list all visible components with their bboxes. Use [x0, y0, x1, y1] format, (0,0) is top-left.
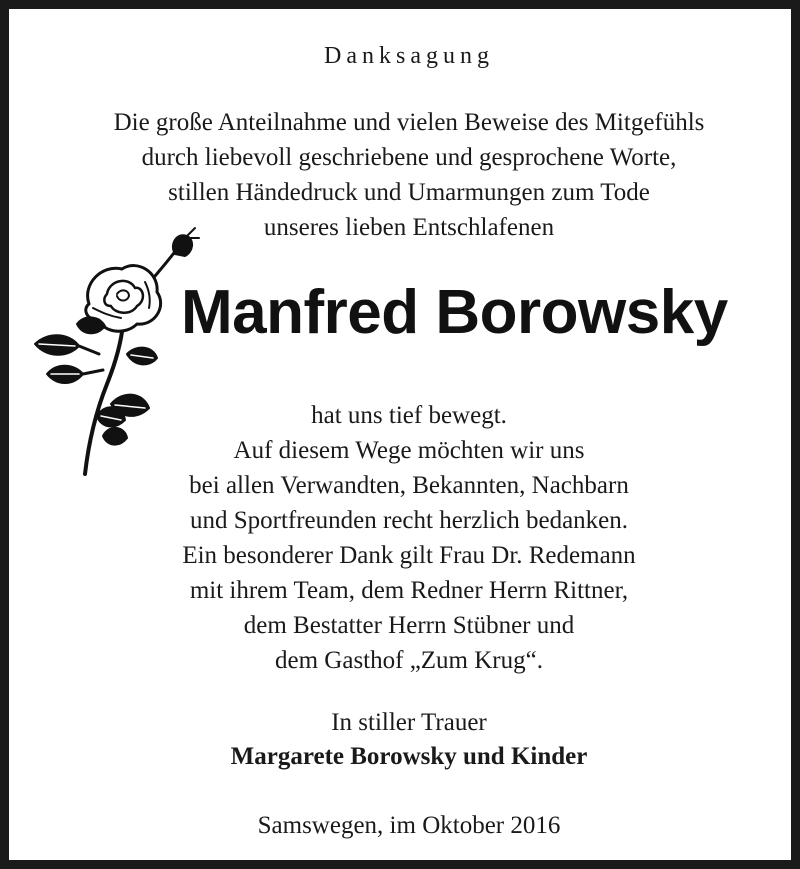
body-line: hat uns tief bewegt.	[311, 402, 507, 429]
deceased-name: Manfred Borowsky	[181, 278, 728, 347]
signers: Margarete Borowsky und Kinder	[230, 743, 588, 770]
intro-line: Die große Anteilnahme und vielen Beweise des Mitgefühls	[113, 109, 705, 136]
place-date: Samswegen, im Oktober 2016	[257, 812, 561, 839]
notice-heading: Danksagung	[324, 43, 494, 69]
body-text	[9, 398, 800, 678]
body-line: Ein besonderer Dank gilt Frau Dr. Redemann	[182, 542, 636, 569]
body-line: Auf diesem Wege möchten wir uns	[233, 437, 585, 464]
body-line: mit ihrem Team, dem Redner Herrn Rittner,	[189, 577, 629, 604]
body-line: dem Bestatter Herrn Stübner und	[243, 612, 575, 639]
body-line: und Sportfreunden recht herzlich bedanken.	[189, 507, 629, 534]
body-line: bei allen Verwandten, Bekannten, Nachbarn	[189, 472, 629, 499]
intro-line: stillen Händedruck und Umarmungen zum Tode	[168, 179, 650, 206]
intro-line: durch liebevoll geschriebene und gesprochene Worte,	[141, 144, 677, 171]
body-line: dem Gasthof „Zum Krug“.	[275, 647, 543, 674]
intro-line: unseres lieben Entschlafenen	[263, 214, 555, 241]
closing-line: In stiller Trauer	[331, 709, 487, 736]
